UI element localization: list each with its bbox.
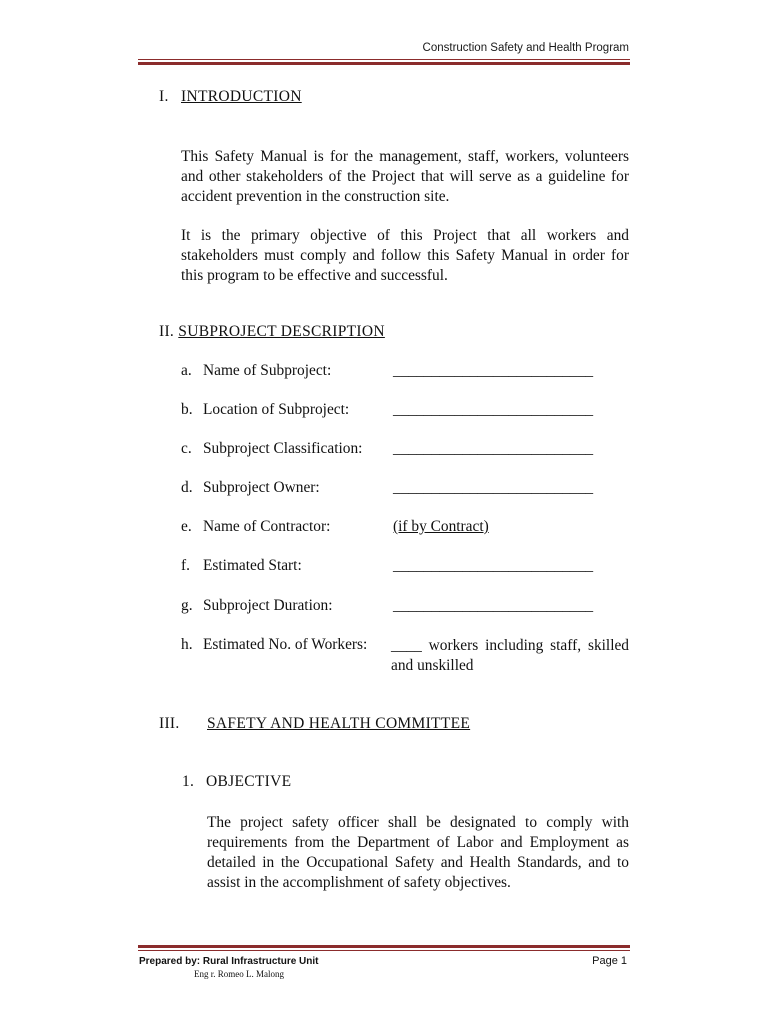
section-intro-heading xyxy=(159,88,302,106)
intro-paragraph-2: It is the primary objective of this Project that all workers and stakeholders must comply and follow this Safety Manual in order for this program to be effective and successful. xyxy=(181,227,629,284)
item-blank: __________________________ xyxy=(393,557,594,574)
footer-rule-thin xyxy=(138,950,630,951)
subproject-item-location xyxy=(181,401,631,421)
item-label: Name of Contractor: xyxy=(203,518,331,535)
item-label: Subproject Owner: xyxy=(203,479,320,496)
item-letter: f. xyxy=(181,557,190,574)
section-intro-number: I. xyxy=(159,88,169,105)
item-label: Subproject Duration: xyxy=(203,597,333,614)
subproject-item-duration xyxy=(181,597,631,617)
subsection-objective-number: 1. xyxy=(182,773,195,790)
item-blank: __________________________ xyxy=(393,362,594,379)
footer-prepared-by: Prepared by: Rural Infrastructure Unit xyxy=(139,956,319,967)
footer-page-number: Page 1 xyxy=(592,955,627,967)
header-rule-thin xyxy=(138,59,630,60)
subproject-item-owner xyxy=(181,479,631,499)
item-value: (if by Contract) xyxy=(393,518,489,535)
item-label: Location of Subproject: xyxy=(203,401,350,418)
objective-paragraph: The project safety officer shall be designated to comply with requirements from the Department of Labor and Employment as detailed in the Occupational Safety and Health Standards, and to assist in the accomplishment of safety objectives. xyxy=(207,814,629,891)
section-committee-heading xyxy=(159,715,519,733)
header-rule-thick xyxy=(138,62,630,65)
item-label: Estimated No. of Workers: xyxy=(203,636,368,653)
section-committee-number: III. xyxy=(159,715,180,732)
subproject-item-classification xyxy=(181,440,631,460)
running-header-title: Construction Safety and Health Program xyxy=(422,42,629,54)
section-committee-title: SAFETY AND HEALTH COMMITTEE xyxy=(207,715,471,732)
item-blank: __________________________ xyxy=(393,597,594,614)
item-letter: h. xyxy=(181,636,193,653)
item-value: ____ workers including staff, skilled and unskilled xyxy=(391,637,629,674)
subproject-item-name xyxy=(181,362,631,382)
intro-paragraph-1: This Safety Manual is for the management, staff, workers, volunteers and other stakeholders of the Project that will serve as a guideline for accident prevention in the construction site. xyxy=(181,148,629,205)
item-label: Estimated Start: xyxy=(203,557,302,574)
section-intro-title: INTRODUCTION xyxy=(181,88,302,105)
section-subproject-heading xyxy=(159,323,385,341)
subsection-objective-title: OBJECTIVE xyxy=(206,773,292,790)
section-subproject-number: II. xyxy=(159,323,175,340)
item-label: Subproject Classification: xyxy=(203,440,363,457)
item-letter: d. xyxy=(181,479,193,496)
footer-engineer: Eng r. Romeo L. Malong xyxy=(194,969,284,979)
item-blank: __________________________ xyxy=(393,479,594,496)
section-subproject-title: SUBPROJECT DESCRIPTION xyxy=(178,323,385,340)
subproject-item-workers xyxy=(181,636,631,678)
subproject-item-contractor xyxy=(181,518,631,538)
subsection-objective-heading xyxy=(182,773,382,791)
item-letter: b. xyxy=(181,401,193,418)
footer-rule-thick xyxy=(138,945,630,948)
item-letter: a. xyxy=(181,362,192,379)
item-letter: e. xyxy=(181,518,192,535)
item-letter: c. xyxy=(181,440,192,457)
subproject-item-start xyxy=(181,557,631,577)
item-label: Name of Subproject: xyxy=(203,362,332,379)
item-blank: __________________________ xyxy=(393,440,594,457)
item-blank: __________________________ xyxy=(393,401,594,418)
item-letter: g. xyxy=(181,597,193,614)
